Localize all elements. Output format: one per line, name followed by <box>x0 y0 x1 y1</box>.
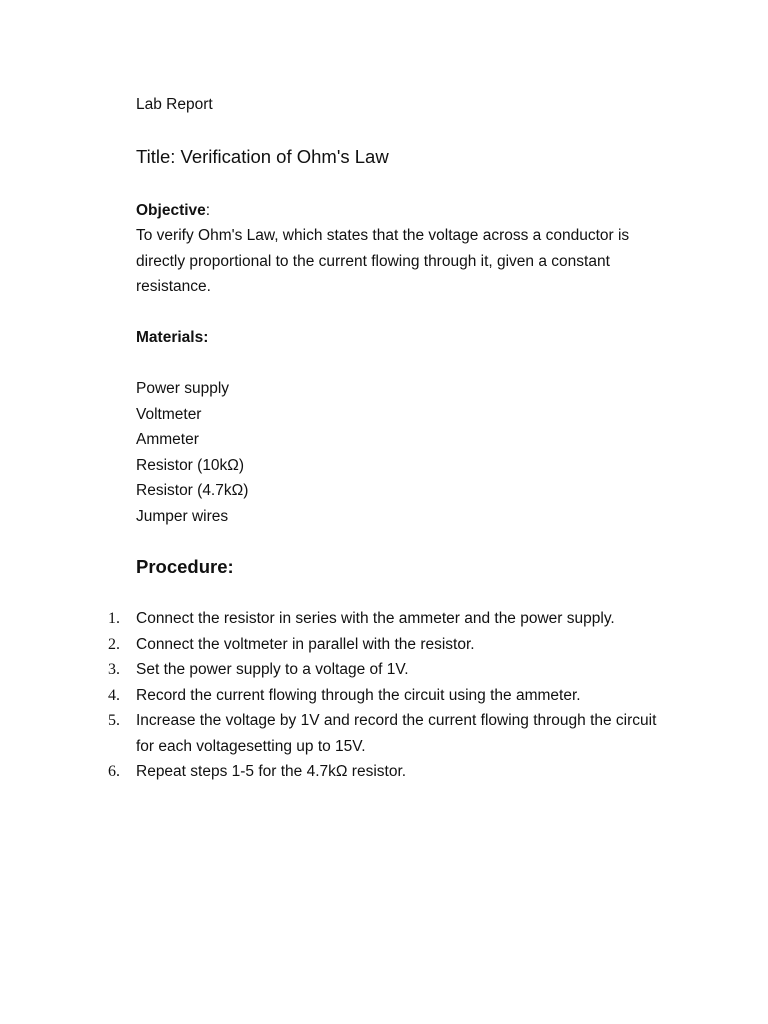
procedure-list <box>108 606 668 785</box>
procedure-step-number: 3. <box>108 661 120 678</box>
materials-list <box>136 376 248 529</box>
procedure-step-text: Set the power supply to a voltage of 1V. <box>136 661 409 678</box>
procedure-step <box>108 632 668 658</box>
material-item: Jumper wires <box>136 507 229 525</box>
procedure-step <box>108 683 668 709</box>
procedure-step <box>108 606 668 632</box>
procedure-step-text: Connect the resistor in series with the ammeter and the power supply. <box>136 610 615 627</box>
procedure-step-text: Connect the voltmeter in parallel with the resistor. <box>136 635 475 653</box>
material-item: Power supply <box>136 380 230 397</box>
procedure-step-text: Record the current flowing through the circuit using the ammeter. <box>136 686 581 704</box>
procedure-step-number: 6. <box>108 763 120 780</box>
document-title: Title: Verification of Ohm's Law <box>136 146 389 167</box>
procedure-heading: Procedure: <box>136 556 234 577</box>
objective-heading-text: Objective <box>136 202 206 219</box>
procedure-step <box>108 759 668 785</box>
material-item: Resistor (10kΩ) <box>136 456 245 474</box>
objective-body: To verify Ohm's Law, which states that the voltage across a conductor is directly proportional to the current flowing through it, given a constant resistance. <box>136 227 630 295</box>
material-item: Ammeter <box>136 431 199 448</box>
procedure-step-number: 5. <box>108 712 120 729</box>
procedure-step-text: Increase the voltage by 1V and record the current flowing through the circuit for each voltagesetting up to 15V. <box>136 712 657 755</box>
material-item: Resistor (4.7kΩ) <box>136 482 249 499</box>
procedure-step-number: 4. <box>108 686 120 704</box>
procedure-step-text: Repeat steps 1-5 for the 4.7kΩ resistor. <box>136 763 407 780</box>
material-item: Voltmeter <box>136 405 202 423</box>
materials-heading: Materials: <box>136 329 209 346</box>
procedure-step-number: 1. <box>108 610 120 627</box>
procedure-step-number: 2. <box>108 635 120 653</box>
procedure-step <box>108 708 668 759</box>
objective-heading-colon: : <box>205 202 211 219</box>
document-label: Lab Report <box>136 96 213 113</box>
objective-heading <box>136 198 210 224</box>
procedure-step <box>108 657 668 683</box>
